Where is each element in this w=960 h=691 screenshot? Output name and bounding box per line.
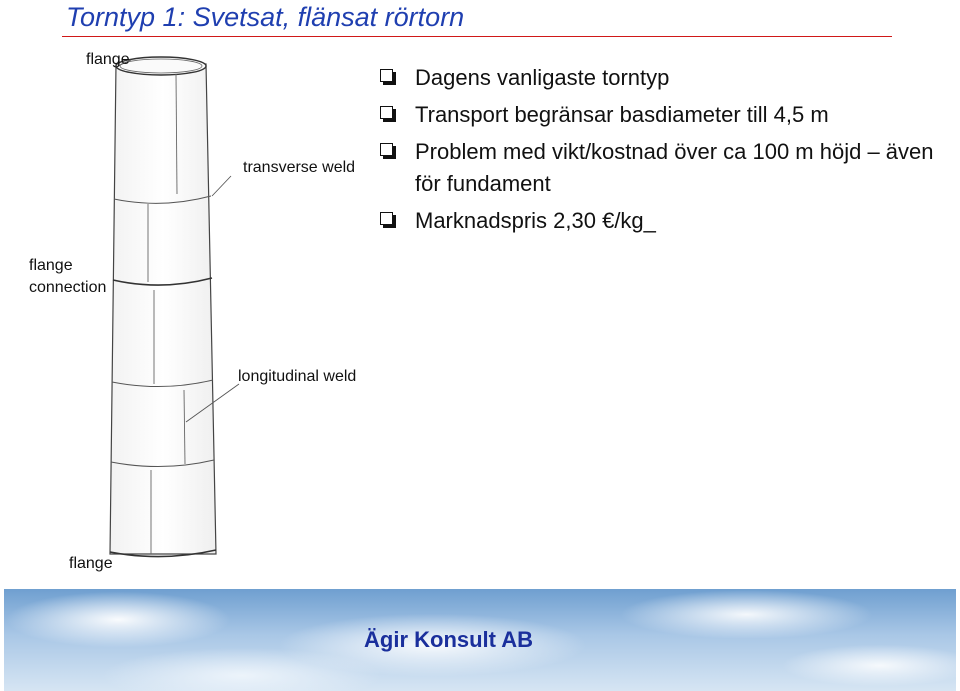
checkbox-bullet-icon bbox=[380, 212, 393, 225]
tower-drawing bbox=[26, 44, 371, 576]
title-divider bbox=[62, 36, 892, 37]
bullet-text: Dagens vanligaste torntyp bbox=[415, 65, 670, 90]
company-name: Ägir Konsult AB bbox=[364, 627, 534, 652]
bullet-item bbox=[377, 136, 955, 200]
label-flange-top: flange bbox=[86, 51, 130, 68]
label-longitudinal-weld: longitudinal weld bbox=[238, 368, 357, 385]
bullet-item bbox=[377, 62, 955, 94]
checkbox-bullet-icon bbox=[380, 106, 393, 119]
checkbox-bullet-icon bbox=[380, 143, 393, 156]
label-flange-connection-line2: connection bbox=[29, 279, 107, 296]
bullet-list bbox=[377, 62, 955, 242]
label-transverse-weld: transverse weld bbox=[243, 159, 356, 176]
label-flange-bottom: flange bbox=[69, 555, 113, 572]
bullet-text: Marknadspris 2,30 €/kg_ bbox=[415, 208, 656, 233]
label-flange-connection-line1: flange bbox=[29, 257, 73, 274]
bullet-text: Problem med vikt/kostnad över ca 100 m höjd – även för fundament bbox=[415, 139, 934, 196]
checkbox-bullet-icon bbox=[380, 69, 393, 82]
sky-footer-banner bbox=[4, 589, 956, 691]
leader-transverse-weld bbox=[212, 176, 231, 196]
tower-diagram bbox=[26, 44, 371, 576]
slide-title: Torntyp 1: Svetsat, flänsat rörtorn bbox=[66, 2, 465, 32]
tower-outline bbox=[110, 64, 216, 554]
bullet-text: Transport begränsar basdiameter till 4,5 m bbox=[415, 102, 829, 127]
bullet-item bbox=[377, 205, 955, 237]
bullet-item bbox=[377, 99, 955, 131]
